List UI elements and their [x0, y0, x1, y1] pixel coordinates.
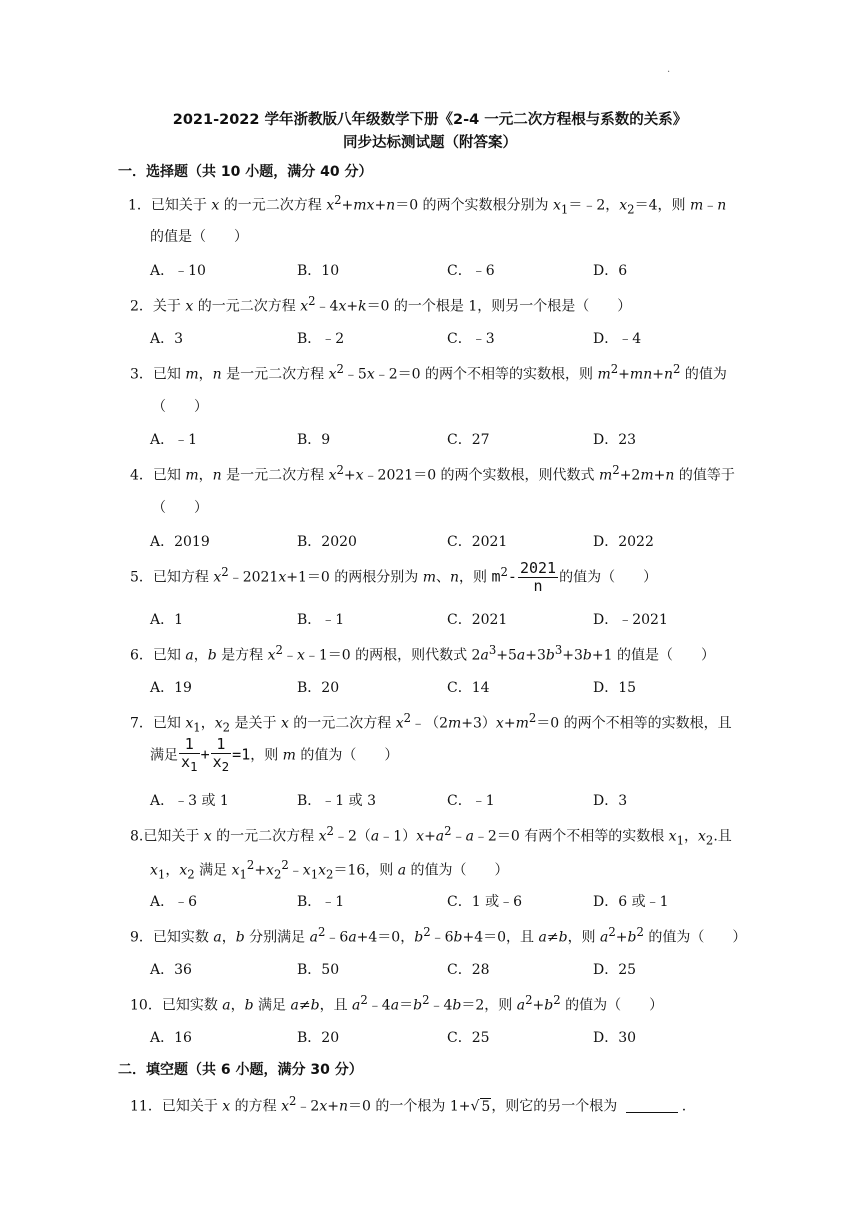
question-11: 11．已知关于 x 的方程 $x^2﹣2x+n=0$ 的一个根为 1+√ 5，则它的另一个根为 .: [130, 1094, 687, 1115]
question-1-cont: 的值是（ ）: [150, 229, 248, 245]
q1-option-c: C．﹣6: [447, 263, 495, 279]
doc-title-line1: 2021-2022 学年浙教版八年级数学下册《2-4 一元二次方程根与系数的关系》: [172, 112, 688, 128]
q8-option-b: B．﹣1: [297, 894, 345, 910]
q6-option-c: C．14: [447, 680, 490, 696]
q10-option-d: D．30: [593, 1030, 637, 1046]
q6-option-b: B．20: [297, 680, 340, 696]
section-choice-heading: 一．选择题（共 10 小题，满分 40 分）: [118, 164, 373, 180]
q2-option-b: B．﹣2: [297, 331, 345, 347]
q3-option-a: A．﹣1: [150, 432, 198, 448]
q9-option-a: A．36: [150, 962, 192, 978]
q5-option-b: B．﹣1: [297, 612, 345, 628]
q8-option-d: D．6 或﹣1: [593, 894, 669, 910]
q7-option-b: B．﹣1 或 3: [297, 793, 377, 809]
q4-option-d: D．2022: [593, 534, 654, 550]
q7-option-a: A．﹣3 或 1: [150, 793, 229, 809]
question-8: 8.已知关于 x 的一元二次方程 $x^2﹣2(a﹣1)x+a^2﹣a﹣2=0$ 有两个不相等的实数根 $x_1$，$x_2$.且: [130, 824, 732, 848]
q10-option-c: C．25: [447, 1030, 490, 1046]
section-fill-heading: 二．填空题（共 6 小题，满分 30 分）: [118, 1062, 363, 1078]
q2-option-c: C．﹣3: [447, 331, 495, 347]
q9-option-d: D．25: [593, 962, 637, 978]
q3-option-d: D．23: [593, 432, 637, 448]
page-mark: .: [667, 64, 671, 75]
q10-option-a: A．16: [150, 1030, 192, 1046]
question-6: 6．已知 a，b 是方程 $x^2﹣x﹣1=0$ 的两根，则代数式 $2a^3+5a+3b^3+3b+1$ 的值是（ ）: [130, 643, 715, 664]
question-7-cont: 满足 $\frac{1}{x_1}$ + $\frac{1}{x_2}$ =1，则 m 的值为（ ）: [150, 735, 399, 774]
q2-option-d: D．﹣4: [593, 331, 642, 347]
q7-option-c: C．﹣1: [447, 793, 495, 809]
q9-option-c: C．28: [447, 962, 490, 978]
answer-blank: [626, 1112, 678, 1113]
question-2: 2．关于 x 的一元二次方程 $x^2﹣4x+k=0$ 的一个根是 1，则另一个根是（ ）: [130, 294, 632, 315]
q1-option-d: D．6: [593, 263, 628, 279]
q3-option-c: C．27: [447, 432, 490, 448]
question-3: 3．已知 m，n 是一元二次方程 $x^2﹣5x﹣2=0$ 的两个不相等的实数根，则 $m^2+mn+n^2$ 的值为: [130, 362, 727, 383]
q5-option-d: D．﹣2021: [593, 612, 668, 628]
q6-option-a: A．19: [150, 680, 192, 696]
q5-option-a: A．1: [150, 612, 184, 628]
question-7: 7．已知 $x_1$，$x_2$ 是关于 x 的一元二次方程 $x^2﹣(2m+3)x+m^2=0$ 的两个不相等的实数根，且: [130, 711, 732, 735]
question-10: 10．已知实数 a，b 满足 a≠b，且 $a^2﹣4a=b^2﹣4b=2$，则 $a^2+b^2$ 的值为（ ）: [130, 993, 664, 1014]
fraction-1-over-x1: $\frac{1}{x_1}$: [181, 735, 198, 774]
q9-option-b: B．50: [297, 962, 340, 978]
question-4: 4．已知 m，n 是一元二次方程 $x^2+x﹣2021=0$ 的两个实数根，则代数式 $m^2+2m+n$ 的值等于: [130, 463, 735, 484]
fraction-1-over-x2: $\frac{1}{x_2}$: [212, 735, 230, 774]
q4-option-b: B．2020: [297, 534, 357, 550]
q10-option-b: B．20: [297, 1030, 340, 1046]
question-8-cont: $x_1$，$x_2$ 满足 $x_1^2+x_2^2﹣x_1x_2=16$，则 a 的值为（ ）: [150, 858, 509, 882]
q4-option-a: A．2019: [150, 534, 210, 550]
doc-title-line2: 同步达标测试题（附答案）: [343, 135, 517, 151]
q6-option-d: D．15: [593, 680, 637, 696]
sqrt-5: 5: [481, 1098, 491, 1115]
q7-option-d: D．3: [593, 793, 628, 809]
q1-option-b: B．10: [297, 263, 340, 279]
q4-option-c: C．2021: [447, 534, 508, 550]
q2-option-a: A．3: [150, 331, 184, 347]
fraction-2021-over-n: $\frac{2021}{n}$: [519, 559, 557, 595]
q5-option-c: C．2021: [447, 612, 508, 628]
question-3-cont: （ ）: [152, 399, 208, 415]
question-1: 1．已知关于 x 的一元二次方程 $x^2+mx+n=0$ 的两个实数根分别为 $x_1=﹣2$，$x_2=4$，则 m﹣n: [128, 193, 727, 217]
question-4-cont: （ ）: [152, 500, 208, 516]
q8-option-a: A．﹣6: [150, 894, 198, 910]
q3-option-b: B．9: [297, 432, 331, 448]
q1-option-a: A．﹣10: [150, 263, 206, 279]
question-5: 5．已知方程 $x^2﹣2021x+1=0$ 的两根分别为 m、n，则 $m^2-$ $\frac{2021}{n}$ 的值为（ ）: [130, 559, 658, 595]
q8-option-c: C．1 或﹣6: [447, 894, 522, 910]
question-9: 9．已知实数 a，b 分别满足 $a^2﹣6a+4=0$，$b^2﹣6b+4=0$，且 a≠b，则 $a^2+b^2$ 的值为（ ）: [130, 925, 747, 946]
